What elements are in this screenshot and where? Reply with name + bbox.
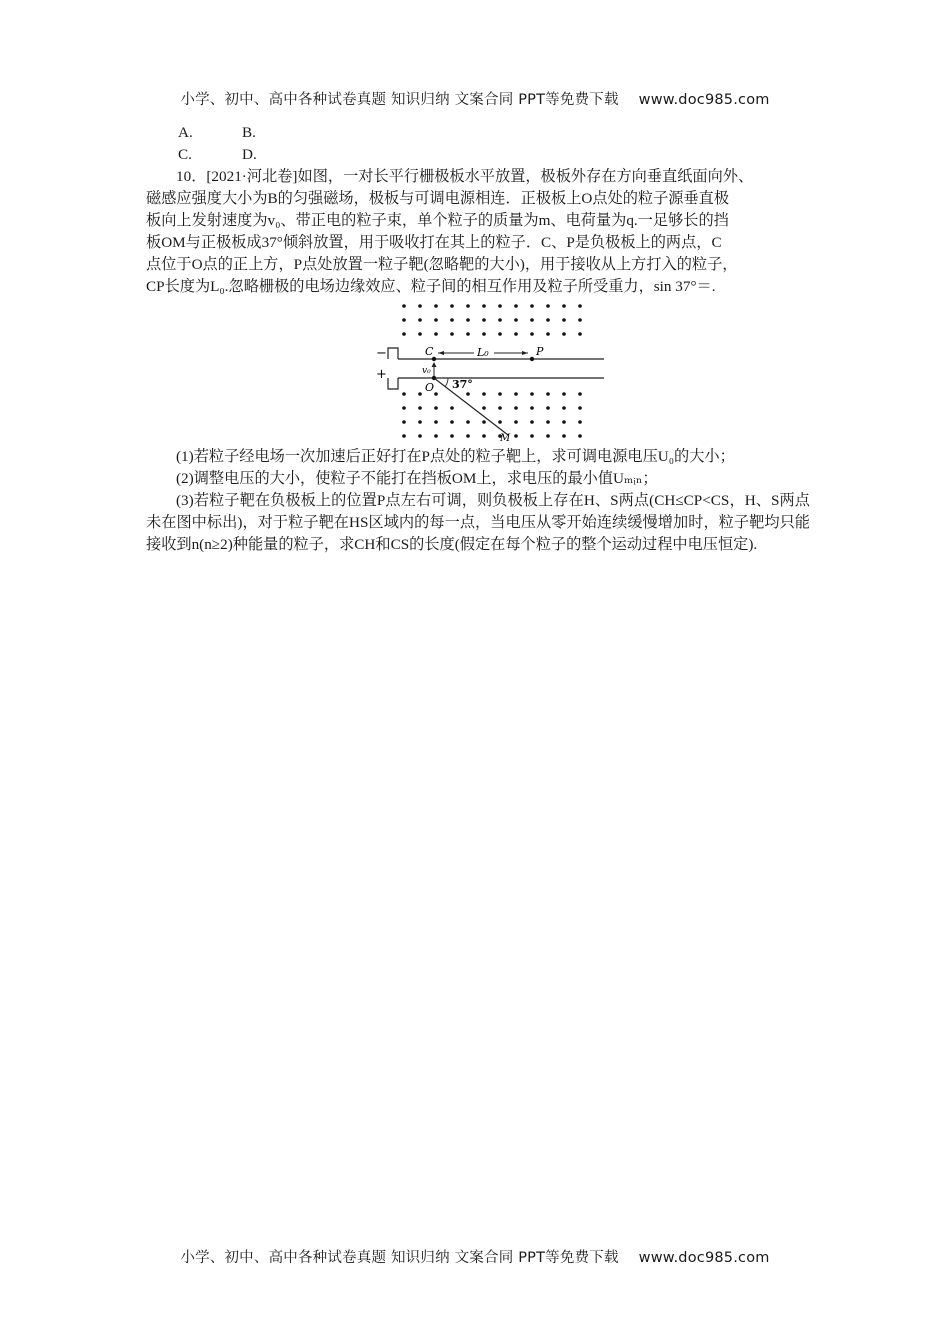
choice-c: C. (178, 146, 192, 163)
field-dot (578, 406, 582, 410)
field-dot (402, 420, 406, 424)
field-dot (578, 392, 582, 396)
footer-url[interactable]: www.doc985.com (638, 1250, 770, 1266)
field-dot (482, 304, 486, 308)
problem-source: [2021·河北卷] (206, 168, 298, 185)
field-dot (514, 332, 518, 336)
header-url[interactable]: www.doc985.com (638, 92, 770, 108)
field-dot (402, 318, 406, 322)
field-dot (514, 406, 518, 410)
field-dot (482, 420, 486, 424)
physics-diagram (374, 302, 606, 442)
field-dot (498, 420, 502, 424)
field-dot (578, 304, 582, 308)
field-dot (546, 304, 550, 308)
label-v0: v₀ (422, 366, 431, 376)
problem-line-4: 板OM与正极板成37°倾斜放置，用于吸收打在其上的粒子．C、P是负极板上的两点，C (146, 234, 722, 251)
choices-row-2 (146, 144, 810, 166)
field-dot (466, 318, 470, 322)
problem-line-1 (146, 166, 810, 188)
field-dot (514, 420, 518, 424)
field-dot (562, 434, 566, 438)
field-dot (562, 392, 566, 396)
field-dot (434, 406, 438, 410)
point-P (530, 357, 534, 361)
field-dot (498, 332, 502, 336)
plus-label: + (376, 367, 387, 382)
field-dot (418, 332, 422, 336)
field-dot (434, 318, 438, 322)
label-O: O (425, 381, 435, 394)
field-dot (578, 420, 582, 424)
page-header (0, 88, 950, 109)
L0-arrowhead-left (438, 351, 444, 355)
field-dot (418, 318, 422, 322)
field-dot (498, 392, 502, 396)
field-dot (434, 332, 438, 336)
field-dot (450, 318, 454, 322)
field-dot (514, 392, 518, 396)
field-dot (466, 420, 470, 424)
field-dot (514, 318, 518, 322)
field-dot (546, 332, 550, 336)
field-dot (418, 434, 422, 438)
field-dot (562, 318, 566, 322)
question-3: (3)若粒子靶在负极板上的位置P点左右可调，则负极板上存在H、S两点(CH≤CP<CS，H、S两点未在图中标出)，对于粒子靶在HS区域内的每一点，当电压从零开始连续缓慢增加时，粒子靶均只能接收到n(n≥2)种能量的粒子，求CH和CS的长度(假定在每个粒子的整个运动过程中电压恒定). (146, 492, 810, 553)
document-body (146, 122, 810, 556)
label-angle: 37° (452, 378, 473, 391)
field-dot (434, 304, 438, 308)
field-dot (546, 434, 550, 438)
choice-b: B. (242, 124, 256, 141)
field-dot (434, 420, 438, 424)
field-dot (578, 318, 582, 322)
field-dot (482, 434, 486, 438)
field-dot (482, 406, 486, 410)
field-dot (450, 304, 454, 308)
field-dot (418, 304, 422, 308)
field-dot (434, 392, 438, 396)
footer-text: 小学、初中、高中各种试卷真题 知识归纳 文案合同 PPT等免费下载 (180, 1250, 619, 1266)
field-dot (450, 420, 454, 424)
L0-arrowhead-right (522, 351, 528, 355)
field-dot (418, 420, 422, 424)
field-dot (530, 406, 534, 410)
field-dot (562, 406, 566, 410)
choice-a: A. (178, 124, 193, 141)
field-dot (466, 434, 470, 438)
field-dot (514, 434, 518, 438)
problem-line-2: 磁感应强度大小为B的匀强磁场，极板与可调电源相连．正极板上O点处的粒子源垂直极 (146, 190, 730, 207)
field-dot (498, 304, 502, 308)
problem-number: 10． (176, 168, 207, 185)
field-dot (530, 332, 534, 336)
negative-lead (388, 348, 398, 359)
field-dot (578, 332, 582, 336)
field-dot (466, 392, 470, 396)
positive-lead (388, 378, 398, 389)
field-dot (530, 434, 534, 438)
problem-line-6: CP长度为L₀.忽略栅极的电场边缘效应、粒子间的相互作用及粒子所受重力，sin 37°＝. (146, 278, 716, 295)
question-2: (2)调整电压的大小，使粒子不能打在挡板OM上，求电压的最小值Uₘᵢₙ； (176, 470, 658, 487)
field-dot (546, 318, 550, 322)
field-dot (482, 318, 486, 322)
field-dot (546, 406, 550, 410)
field-dot (562, 420, 566, 424)
field-dot (546, 420, 550, 424)
field-dot (530, 304, 534, 308)
field-dot (498, 406, 502, 410)
choices-row-1 (146, 122, 810, 144)
field-dot (466, 332, 470, 336)
field-dot (466, 304, 470, 308)
field-dot (450, 406, 454, 410)
field-dot (562, 304, 566, 308)
v0-arrowhead (432, 362, 437, 367)
question-1: (1)若粒子经电场一次加速后正好打在P点处的粒子靶上，求可调电源电压U₀的大小； (176, 448, 735, 465)
field-dot (402, 392, 406, 396)
field-dot (402, 332, 406, 336)
field-dot (402, 406, 406, 410)
field-dot (530, 420, 534, 424)
field-dot (498, 318, 502, 322)
label-L0: L₀ (477, 346, 489, 359)
field-dot (546, 392, 550, 396)
label-M: M (500, 433, 511, 442)
problem-text-1: 如图，一对长平行栅极板水平放置，极板外存在方向垂直纸面向外、 (297, 168, 754, 185)
field-dot (450, 332, 454, 336)
label-C: C (425, 345, 434, 358)
field-dot (482, 392, 486, 396)
problem-line-3: 板向上发射速度为v₀、带正电的粒子束，单个粒子的质量为m、电荷量为q.一足够长的挡 (146, 212, 729, 229)
page-footer (0, 1246, 950, 1267)
problem-line-5: 点位于O点的正上方，P点处放置一粒子靶(忽略靶的大小)，用于接收从上方打入的粒子， (146, 256, 738, 273)
field-dot (482, 332, 486, 336)
field-dot (402, 304, 406, 308)
field-dot (530, 392, 534, 396)
field-dot (562, 332, 566, 336)
field-dot (418, 392, 422, 396)
label-P: P (536, 345, 544, 358)
field-dot (418, 406, 422, 410)
header-text: 小学、初中、高中各种试卷真题 知识归纳 文案合同 PPT等免费下载 (180, 92, 619, 108)
angle-arc (445, 378, 448, 387)
minus-label: − (376, 346, 387, 361)
choice-d: D. (242, 146, 257, 163)
field-dot (530, 318, 534, 322)
field-dot (514, 304, 518, 308)
field-dot (402, 434, 406, 438)
field-dot (450, 434, 454, 438)
field-dot (578, 434, 582, 438)
field-dot (434, 434, 438, 438)
